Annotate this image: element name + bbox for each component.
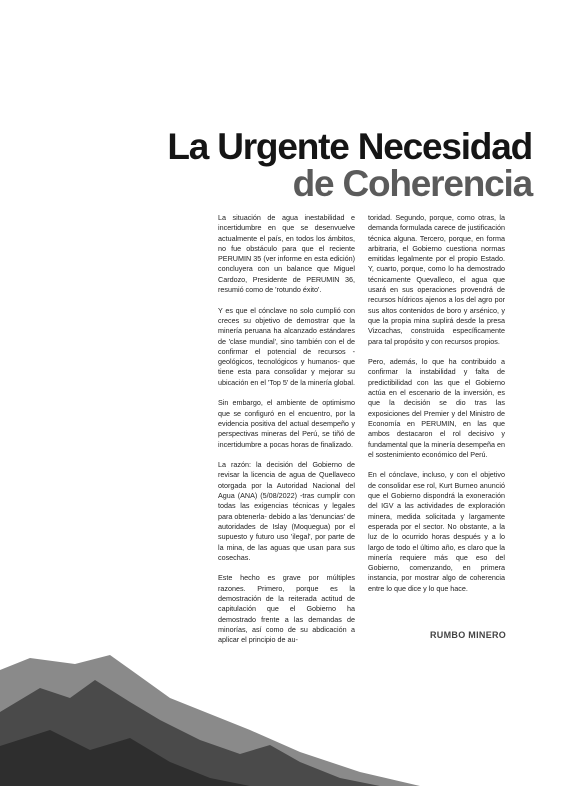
paragraph: Pero, además, lo que ha contribuido a confirmar la instabilidad y falta de predictibilidad con las que el Gobierno actúa en el escenario de la inversión, es que la decisión se dio tras las exposiciones del Premier y del Ministro de Economía en PERUMIN, en las que ambos destacaron el rol decisivo y fundamental que la minería desempeña en el sostenimiento económico del Perú. bbox=[368, 357, 505, 459]
article-column-2 bbox=[368, 213, 505, 604]
paragraph: Y es que el cónclave no solo cumplió con creces su objetivo de demostrar que la minería peruana ha alcanzado estándares de 'clase mundial', sino también con el de confirmar el potencial de recursos -geológicos, tecnológicos y humanos- que tiene esta para consolidar y mejorar su ubicación en el 'Top 5' de la minería global. bbox=[218, 305, 355, 387]
paragraph: toridad. Segundo, porque, como otras, la demanda formulada carece de justificación técnica alguna. Tercero, porque, en forma arbitraria, el Gobierno cuestiona normas emitidas legalmente por el propio Estado. Y, cuarto, porque, como lo ha demostrado técnicamente Quevalleco, el agua que usará en sus operaciones provendrá de recursos hídricos ajenos a los del agro por sus altos contenidos de boro y arsénico, y que la propia mina suplirá desde la presa Vizcachas, construida específicamente para tal propósito y con recursos propios. bbox=[368, 213, 505, 346]
article-title-line-2: de Coherencia bbox=[292, 163, 532, 204]
mountain-illustration bbox=[0, 650, 576, 786]
paragraph: La razón: la decisión del Gobierno de revisar la licencia de agua de Quellaveco otorgada por la Autoridad Nacional del Agua (ANA) (5/08/2022) -tras cumplir con todas las exigencias técnicas y legales para obtenerla- debido a las 'denuncias' de autoridades de Islay (Moquegua) por el supuesto y futuro uso 'ilegal', por parte de la mina, de las aguas que usan para sus cosechas. bbox=[218, 460, 356, 562]
paragraph: En el cónclave, incluso, y con el objetivo de consolidar ese rol, Kurt Burneo anunció que el Gobierno dispondrá la exoneración del IGV a las actividades de exploración minera, medida solicitada y largamente esperada por el sector. No obstante, a la luz de lo ocurrido horas después y a lo largo de todo el último año, es claro que la minería requiere más que eso del Gobierno, comenzando, en primera instancia, por mostrar algo de coherencia entre lo que dice y lo que hace. bbox=[368, 470, 505, 593]
paragraph: Sin embargo, el ambiente de optimismo que se configuró en el encuentro, por la evidencia positiva del actual desempeño y perspectivas mineras del Perú, se tiñó de incertidumbre a pocas horas de finalizado. bbox=[218, 398, 355, 449]
article-column-1 bbox=[218, 213, 355, 656]
paragraph: Este hecho es grave por múltiples razones. Primero, porque es la demostración de la reiterada actitud de capitulación que el Gobierno ha demostrado frente a las demandas de minorías, así como de su abdicación a aplicar el principio de au- bbox=[218, 573, 355, 645]
article-title-line-1: La Urgente Necesidad bbox=[167, 126, 532, 167]
author-signature: RUMBO MINERO bbox=[430, 630, 507, 640]
paragraph: La situación de agua inestabilidad e incertidumbre en que se desenvuelve actualmente el país, en todos los ámbitos, no fue obstáculo para que el reciente PERUMIN 35 (ver informe en esta edición) concluyera con un balance que Miguel Cardozo, Presidente de PERUMIN 36, resumió como de 'rotundo éxito'. bbox=[218, 213, 355, 295]
